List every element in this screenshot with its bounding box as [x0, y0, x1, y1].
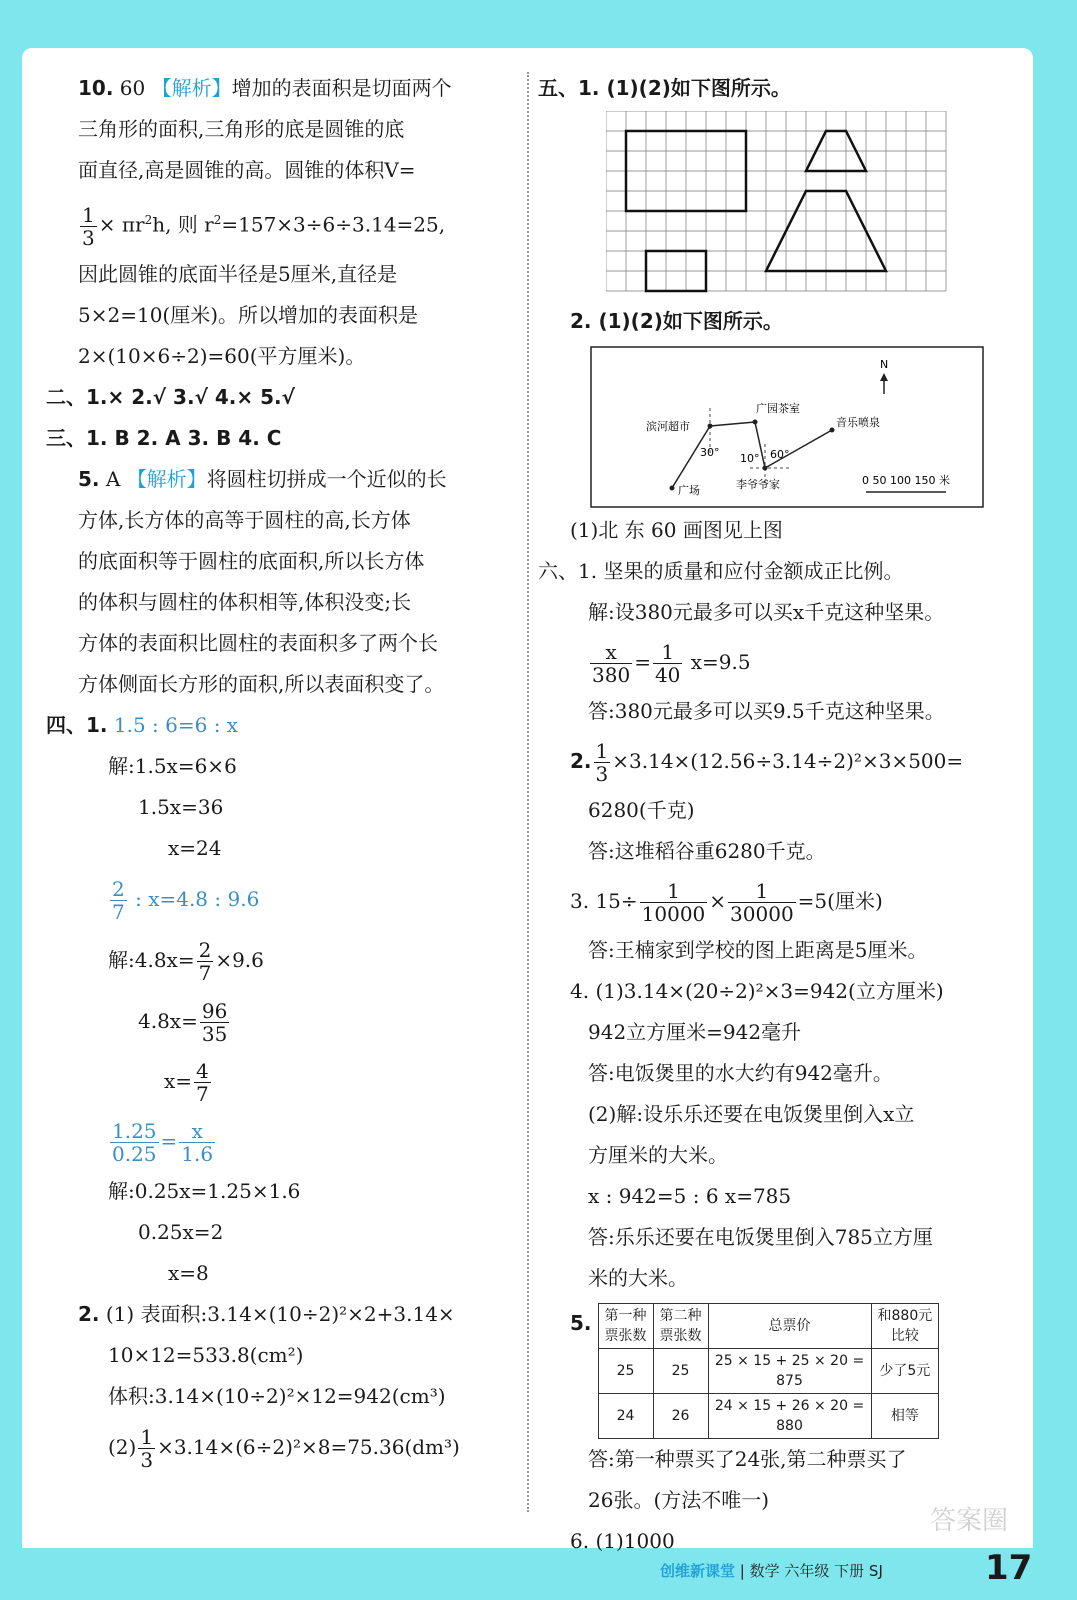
fraction: $\frac{2}{7}$ — [112, 876, 125, 924]
solution-step: 1.5x=36 — [138, 794, 224, 819]
page-number: 17 — [985, 1548, 1033, 1588]
q5-number: 5. — [78, 466, 100, 491]
answer-line: 答:380元最多可以买9.5千克这种坚果。 — [588, 699, 945, 723]
fraction: $\frac{1}{30000}$ — [730, 879, 794, 926]
q2-number: 2. — [570, 749, 592, 773]
fraction: $\frac{96}{35}$ — [201, 998, 228, 1046]
answer-line: 答:第一种票买了24张,第二种票买了 — [588, 1447, 907, 1471]
table-cell: 24 — [598, 1394, 653, 1439]
fraction: $\frac{x}{380}$ — [592, 640, 631, 687]
table-row — [598, 1349, 939, 1394]
q5-text: 方体侧面长方形的面积,所以表面积变了。 — [78, 671, 445, 696]
angle-label: 60° — [770, 448, 790, 461]
table-header: 和880元 比较 — [871, 1304, 939, 1349]
q10-text: 面直径,高是圆锥的高。圆锥的体积V= — [78, 158, 416, 182]
q2-text: 10×12=533.8(cm²) — [108, 1342, 304, 1367]
fraction: $\frac{4}{7}$ — [196, 1058, 209, 1106]
left-border — [0, 0, 22, 1600]
solution-step: =5(厘米) — [797, 889, 883, 913]
q5-number: 5. — [570, 1311, 592, 1335]
solution-step: x=8 — [168, 1260, 209, 1285]
map-drawing — [590, 346, 984, 508]
solution-step: 4.8x= — [138, 1008, 198, 1033]
section-5-q2: 2. (1)(2)如下图所示。 — [570, 309, 783, 333]
q10-text: × πr — [98, 212, 145, 237]
solution-step: 解:设380元最多可以买x千克这种坚果。 — [588, 600, 945, 624]
section-5-answer: (1)北 东 60 画图见上图 — [570, 518, 783, 542]
table-cell: 少了5元 — [871, 1349, 939, 1394]
q5-text: 方体的表面积比圆柱的表面积多了两个长 — [78, 630, 438, 655]
answer-line: 答:王楠家到学校的图上距离是5厘米。 — [588, 938, 928, 962]
solution-step: 942立方厘米=942毫升 — [588, 1020, 802, 1044]
solution-step: (2)解:设乐乐还要在电饭煲里倒入x立 — [588, 1102, 915, 1126]
q10-text: 三角形的面积,三角形的底是圆锥的底 — [78, 117, 405, 141]
q10-number: 10. — [78, 76, 114, 100]
q10-text: 增加的表面积是切面两个 — [231, 76, 452, 100]
q2-text: (1) 表面积:3.14×(10÷2)²×2+3.14× — [105, 1301, 455, 1326]
q6-line: 6. (1)1000 — [570, 1529, 675, 1553]
book-info: | 数学 六年级 下册 SJ — [739, 1562, 883, 1580]
q5-answer: A — [105, 466, 121, 491]
fraction: $\frac{1}{3}$ — [140, 1424, 154, 1472]
q2-text: 体积:3.14×(10÷2)²×12=942(cm³) — [108, 1383, 446, 1408]
table-row — [598, 1394, 939, 1439]
angle-label: 30° — [700, 446, 720, 459]
q5-text: 将圆柱切拼成一个近似的长 — [206, 466, 447, 491]
solution-step: ×3.14×(12.56÷3.14÷2)²×3×500= — [612, 749, 964, 773]
q2-text: (2) — [108, 1434, 137, 1459]
watermark: 答案圈 — [930, 1506, 1009, 1536]
q10-text: 2×(10×6÷2)=60(平方厘米)。 — [78, 343, 366, 368]
solution-step: 3. 15÷ — [570, 889, 638, 913]
answer-line: 答:乐乐还要在电饭煲里倒入785立方厘 — [588, 1225, 933, 1249]
table-header-row — [598, 1304, 939, 1349]
q10-text: =157×3÷6÷3.14=25, — [221, 212, 446, 237]
analysis-tag: 【解析】 — [126, 466, 207, 491]
north-label: N — [880, 358, 889, 371]
section-2-answers: 二、1.× 2.√ 3.√ 4.× 5.√ — [46, 384, 295, 409]
q2-number: 2. — [78, 1301, 100, 1326]
solution-step: x : 942=5 : 6 x=785 — [588, 1184, 792, 1208]
table-cell: 相等 — [871, 1394, 939, 1439]
table-header: 第二种 票张数 — [653, 1304, 708, 1349]
solution-step: x=9.5 — [690, 650, 751, 674]
fraction: $\frac{1}{10000}$ — [641, 879, 706, 926]
solution-step: ×9.6 — [215, 947, 264, 972]
section-4-heading: 四、1. — [46, 712, 108, 737]
fraction: $\frac{2}{7}$ — [198, 937, 212, 985]
solution-step: 解:1.5x=6×6 — [108, 753, 237, 778]
solution-step: 方厘米的大米。 — [588, 1143, 728, 1167]
grid-drawing — [606, 111, 956, 297]
grandpa-home-label: 李爷爷家 — [736, 478, 780, 491]
answer-line: 米的大米。 — [588, 1266, 688, 1290]
brand-name: 创维新课堂 — [660, 1562, 736, 1580]
section-6-q1: 六、1. 坚果的质量和应付金额成正比例。 — [538, 559, 904, 583]
footer — [660, 1560, 883, 1581]
angle-label: 10° — [740, 452, 760, 465]
answer-line: 答:电饭煲里的水大约有942毫升。 — [588, 1061, 893, 1085]
q10-answer: 60 — [119, 76, 146, 100]
section-3-answers: 三、1. B 2. A 3. B 4. C — [46, 425, 282, 450]
fraction: $\frac{1}{3}$ — [595, 739, 609, 786]
solution-step: 解:4.8x= — [108, 947, 195, 972]
solution-step: 解:0.25x=1.25×1.6 — [108, 1178, 301, 1203]
section-5-q1: 五、1. (1)(2)如下图所示。 — [538, 76, 791, 100]
left-column: 10. 60 【解析】增加的表面积是切面两个 三角形的面积,三角形的底是圆锥的底 面直径,高是圆锥的高。圆锥的体积V= $\frac{1}{3}$ × $\pi r^2h$, 则 $r^2=157\times 3\div 6\div 3.14=25$, 因此圆锥的底面半径是5厘米,直径是 5×2=10(厘米)。所以增加的表面积是 2×(10×6÷2)=60(平方厘米)。 二、1.× 2.√ 3.√ 4.× 5.√ 三、1. B 2. A 3. B 4. C 5. A 【解析】将圆柱切拼成一个近似的长 方体,长方体的高等于圆柱的高,长方体 的底面积等于圆柱的底面积,所以长方体 的体积与圆柱的体积相等,体积没变;长 方体的表面积比圆柱的表面积多了两个长 方体侧面长方形的面积,所以表面积变了。 四、1. 1.5 : 6=6 : x 解:1.5x=6×6 1.5x=36 x=24 $\frac{2}{7}$ : x=4.8 : 9.6 解:4.8x= $\frac{2}{7}$ ×9.6 4.8x= $\frac{96}{35}$ x= $\frac{4}{7}$ $\frac{1.25}{0.25}$ = $\frac{x}{1.6}$ 解:0.25x=1.25×1.6 0.25x=2 x=8 2. (1) 表面积:3.14×(10÷2)²×2+3.14× 10×12=533.8(cm²) 体积:3.14×(10÷2)²×12=942(cm³) (2) $\frac{1}{3}$ ×3.14×(6÷2)²×8=75.36(dm³) — [78, 68, 508, 1477]
table-header: 第一种 票张数 — [598, 1304, 653, 1349]
table-header: 总票价 — [708, 1304, 871, 1349]
fraction: $\frac{1}{3}$ — [82, 202, 95, 250]
q5-text: 方体,长方体的高等于圆柱的高,长方体 — [78, 507, 411, 532]
fraction: $\frac{1}{40}$ — [654, 640, 681, 687]
proportion-1: 1.5 : 6=6 : x — [113, 712, 239, 737]
solution-step: 4. (1)3.14×(20÷2)²×3=942(立方厘米) — [570, 979, 944, 1003]
table-cell: 24 × 15 + 26 × 20 = 880 — [708, 1394, 871, 1439]
fountain-label: 音乐喷泉 — [836, 416, 880, 429]
table-cell: 25 — [598, 1349, 653, 1394]
q5-text: 的体积与圆柱的体积相等,体积没变;长 — [78, 589, 412, 614]
table-cell: 26 — [653, 1394, 708, 1439]
q5-text: 的底面积等于圆柱的底面积,所以长方体 — [78, 548, 425, 573]
teahouse-label: 广园茶室 — [756, 402, 800, 415]
supermarket-label: 滨河超市 — [646, 420, 690, 433]
fraction: $\frac{x}{1.6}$ — [181, 1118, 214, 1166]
q10-text: 5×2=10(厘米)。所以增加的表面积是 — [78, 302, 419, 327]
analysis-tag: 【解析】 — [151, 76, 232, 100]
solution-step: x= — [164, 1068, 193, 1093]
solution-step: 6280(千克) — [588, 798, 695, 822]
right-border — [1033, 0, 1077, 1600]
table-cell: 25 × 15 + 25 × 20 = 875 — [708, 1349, 871, 1394]
q2-text: ×3.14×(6÷2)²×8=75.36(dm³) — [157, 1434, 460, 1459]
square-label: 广场 — [678, 484, 700, 497]
answer-line: 26张。(方法不唯一) — [588, 1488, 770, 1512]
scale-label: 0 50 100 150 米 — [862, 474, 950, 487]
answer-line: 答:这堆稻谷重6280千克。 — [588, 839, 826, 863]
fraction: $\frac{1.25}{0.25}$ — [112, 1118, 157, 1166]
q10-text: 因此圆锥的底面半径是5厘米,直径是 — [78, 261, 398, 286]
right-column: 五、1. (1)(2)如下图所示。 2. (1)(2)如下图所示。 N 滨河超市 广园茶室 音乐喷泉 李爷爷家 广场 30° 60° 10° 0 50 100 150 米 (1)北 东 60 画图见上图 六、1. 坚果的质量和应付金额成正比例。 解:设380元最多可以买x千克这种坚果。 $\frac{x}{380}$ = $\frac{1}{40}$ x=9.5 答:380元最多可以买9.5千克这种坚果。 2. $\frac{1}{3}$ ×3.14×(12.56÷3.14÷2)²×3×500= 6280(千克) 答:这堆稻谷重6280千克。 3. 15÷ $\frac{1}{10000}$ × $\frac{1}{30000}$ =5(厘米) 答:王楠家到学校的图上距离是5厘米。 4. (1)3.14×(20÷2)²×3=942(立方厘米) 942立方厘米=942毫升 答:电饭煲里的水大约有942毫升。 (2)解:设乐乐还要在电饭煲里倒入x立 方厘米的大米。 x : 942=5 : 6 x=785 答:乐乐还要在电饭煲里倒入785立方厘 米的大米。 5. 第一种 票张数 第二种 票张数 总票价 和880元 比较 25 25 25 × 15 + 25 × 20 = 875 少了5元 24 26 24 × 15 + 26 × 20 = 880 相等 答:第一种票买了24张,第二种票买了 26张。(方法不唯一) 6. (1)1000 — [548, 68, 1018, 1562]
q10-text: h, 则 r — [152, 212, 214, 237]
solution-step: x=24 — [168, 835, 222, 860]
table-cell: 25 — [653, 1349, 708, 1394]
ticket-table — [598, 1303, 940, 1439]
proportion-2: : x=4.8 : 9.6 — [135, 886, 260, 911]
solution-step: 0.25x=2 — [138, 1219, 224, 1244]
column-divider — [527, 72, 529, 1512]
